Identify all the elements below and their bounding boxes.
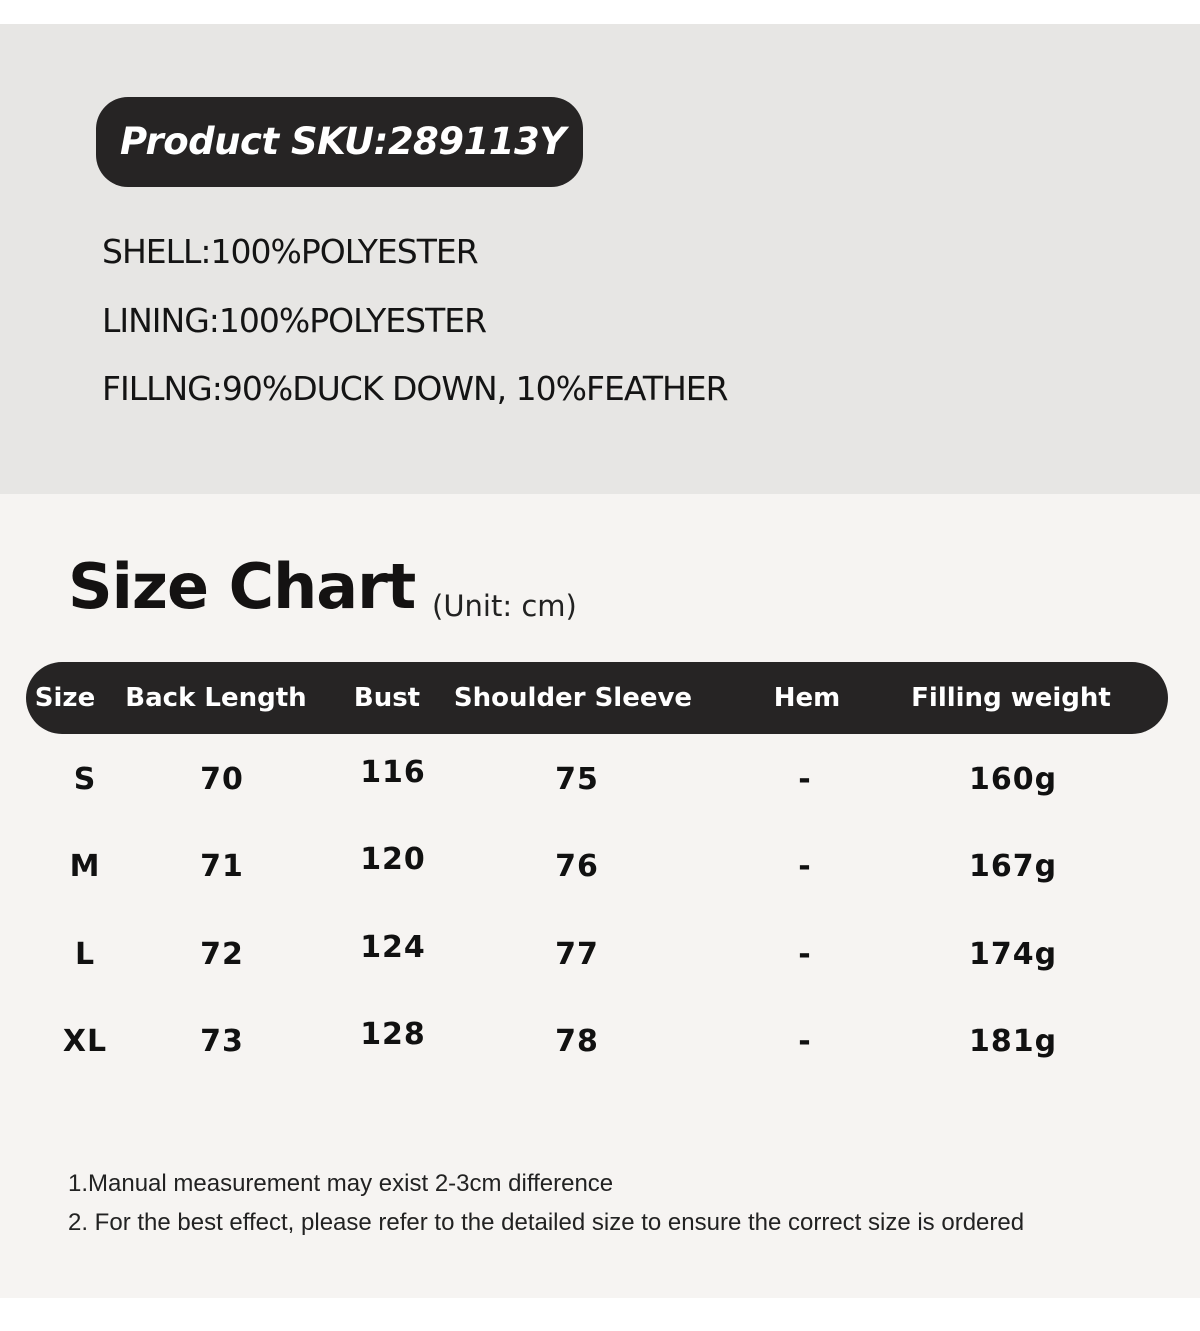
sku-label: Product SKU:289113Y (120, 120, 566, 163)
cell-bust: 116 (360, 755, 426, 790)
header-shoulder-sleeve: Shoulder Sleeve (453, 683, 693, 713)
cell-filling-weight: 160g (968, 762, 1058, 797)
table-row (0, 837, 1200, 897)
header-filling-weight: Filling weight (911, 683, 1111, 713)
bottom-border (0, 1298, 1200, 1331)
cell-hem: - (798, 1024, 812, 1059)
material-section (0, 24, 1200, 494)
cell-back-length: 70 (200, 762, 244, 797)
sku-badge (96, 97, 583, 187)
cell-bust: 120 (360, 842, 426, 877)
cell-bust: 128 (360, 1017, 426, 1052)
header-bust: Bust (353, 683, 421, 713)
cell-back-length: 73 (200, 1024, 244, 1059)
header-hem: Hem (773, 683, 841, 713)
material-key: LINING: (102, 301, 219, 340)
cell-filling-weight: 181g (968, 1024, 1058, 1059)
cell-shoulder-sleeve: 77 (555, 937, 599, 972)
size-chart-section (0, 494, 1200, 1298)
material-key: SHELL: (102, 232, 211, 271)
cell-hem: - (798, 937, 812, 972)
table-row (0, 1012, 1200, 1072)
cell-back-length: 72 (200, 937, 244, 972)
cell-filling-weight: 174g (968, 937, 1058, 972)
table-row (0, 925, 1200, 985)
note-sizing-advice: 2. For the best effect, please refer to the detailed size to ensure the correct size is ordered (68, 1209, 1025, 1236)
cell-size: L (74, 937, 96, 972)
cell-hem: - (798, 849, 812, 884)
table-row (0, 750, 1200, 810)
material-filling (102, 369, 728, 408)
material-value: 100%POLYESTER (210, 232, 478, 271)
table-header (26, 662, 1168, 734)
cell-shoulder-sleeve: 75 (555, 762, 599, 797)
cell-hem: - (798, 762, 812, 797)
cell-size: S (73, 762, 97, 797)
header-size: Size (34, 683, 96, 713)
cell-shoulder-sleeve: 78 (555, 1024, 599, 1059)
cell-back-length: 71 (200, 849, 244, 884)
cell-size: M (69, 849, 101, 884)
top-border (0, 0, 1200, 24)
size-chart-title: Size Chart (68, 550, 416, 623)
cell-bust: 124 (360, 930, 426, 965)
cell-size: XL (62, 1024, 108, 1059)
note-measurement: 1.Manual measurement may exist 2-3cm difference (68, 1170, 614, 1197)
cell-shoulder-sleeve: 76 (555, 849, 599, 884)
material-value: 100%POLYESTER (218, 301, 487, 340)
material-lining (102, 301, 486, 340)
material-value: 90%DUCK DOWN, 10%FEATHER (221, 369, 728, 408)
material-shell (102, 232, 478, 271)
header-back-length: Back Length (125, 683, 307, 713)
material-key: FILLNG: (102, 369, 222, 408)
unit-label: (Unit: cm) (432, 589, 577, 623)
cell-filling-weight: 167g (968, 849, 1058, 884)
